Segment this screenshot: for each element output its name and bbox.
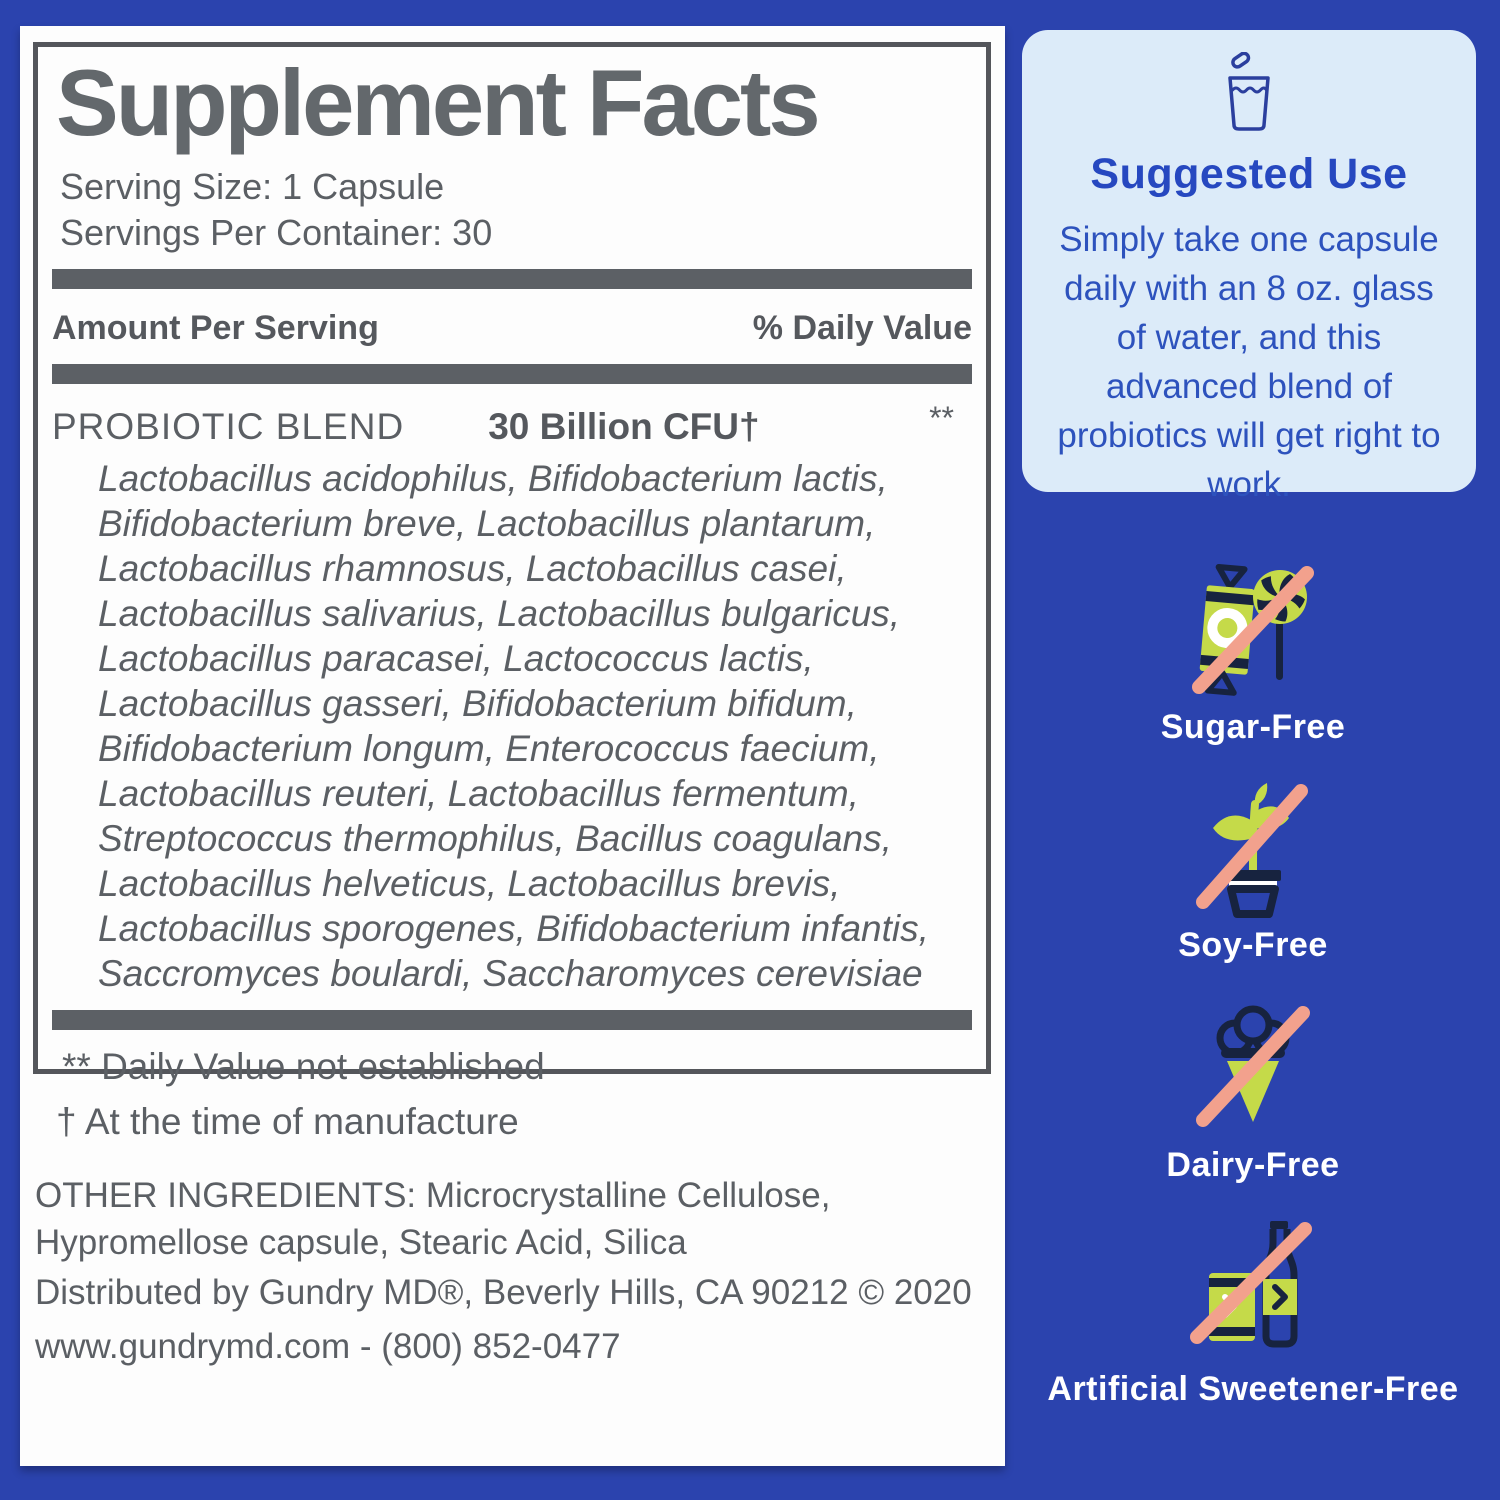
species-line: Lactobacillus gasseri, Bifidobacterium bifidum, xyxy=(98,682,857,724)
badge-label: Dairy-Free xyxy=(1166,1146,1340,1184)
manufacture-footnote: † At the time of manufacture xyxy=(56,1101,519,1142)
suggested-use-body: Simply take one capsule daily with an 8 oz. glass of water, and this advanced blend of probiotics will get right to work. xyxy=(1057,220,1441,504)
supplement-facts-title: Supplement Facts xyxy=(56,50,818,155)
badge-label: Artificial Sweetener-Free xyxy=(1047,1370,1459,1408)
species-line: Bifidobacterium longum, Enterococcus faecium, xyxy=(98,727,880,769)
distributor-line: Distributed by Gundry MD®, Beverly Hills, CA 90212 © 2020 xyxy=(35,1273,972,1312)
other-ingredients-line2: Hypromellose capsule, Stearic Acid, Silica xyxy=(35,1223,687,1262)
serving-size-line: Serving Size: 1 Capsule xyxy=(60,165,445,207)
divider-bar xyxy=(52,364,972,384)
no-soda-icon xyxy=(1173,1212,1333,1362)
daily-value-header: % Daily Value xyxy=(752,308,972,347)
supplement-facts-panel xyxy=(20,26,1005,1466)
badge-label: Sugar-Free xyxy=(1160,708,1346,746)
suggested-use-card xyxy=(1022,30,1476,504)
species-line: Lactobacillus paracasei, Lactococcus lactis, xyxy=(98,637,814,679)
contact-line: www.gundrymd.com - (800) 852-0477 xyxy=(35,1327,621,1366)
glass-of-water-with-capsule-icon xyxy=(1203,52,1295,144)
badge-soy-free xyxy=(1023,778,1483,965)
badge-artificial-sweetener-free xyxy=(1023,1212,1483,1409)
other-ingredients xyxy=(35,1172,830,1266)
suggested-use-title: Suggested Use xyxy=(1090,150,1408,198)
badge-dairy-free xyxy=(1023,998,1483,1185)
divider-bar xyxy=(52,1010,972,1030)
supplement-facts-box xyxy=(33,42,991,1087)
blend-daily-value-mark: ** xyxy=(929,399,954,436)
species-line: Saccromyces boulardi, Saccharomyces cerevisiae xyxy=(98,952,923,994)
species-line: Lactobacillus acidophilus, Bifidobacterium lactis, xyxy=(98,457,888,499)
servings-per-container-line: Servings Per Container: 30 xyxy=(60,211,493,253)
probiotic-blend-row xyxy=(52,399,972,448)
species-line: Bifidobacterium breve, Lactobacillus plantarum, xyxy=(98,502,876,544)
no-soy-plant-icon xyxy=(1178,778,1328,918)
species-line: Lactobacillus sporogenes, Bifidobacterium infantis, xyxy=(98,907,929,949)
blend-name: PROBIOTIC BLEND xyxy=(52,405,405,447)
badge-sugar-free xyxy=(1023,560,1483,747)
species-line: Streptococcus thermophilus, Bacillus coagulans, xyxy=(98,817,892,859)
divider-bar xyxy=(52,269,972,289)
species-list xyxy=(98,456,974,996)
badge-label: Soy-Free xyxy=(1178,926,1328,964)
species-line: Lactobacillus rhamnosus, Lactobacillus casei, xyxy=(98,547,847,589)
daily-value-footnote: ** Daily Value not established xyxy=(62,1045,545,1087)
other-ingredients-line1: OTHER INGREDIENTS: Microcrystalline Cellulose, xyxy=(35,1176,831,1215)
blend-amount: 30 Billion CFU† xyxy=(488,405,760,447)
species-line: Lactobacillus reuteri, Lactobacillus fermentum, xyxy=(98,772,859,814)
no-ice-cream-icon xyxy=(1178,998,1328,1138)
species-line: Lactobacillus helveticus, Lactobacillus brevis, xyxy=(98,862,841,904)
amount-per-serving-header: Amount Per Serving xyxy=(52,308,379,347)
no-candy-icon xyxy=(1178,560,1328,700)
species-line: Lactobacillus salivarius, Lactobacillus bulgaricus, xyxy=(98,592,901,634)
table-header-row xyxy=(52,309,972,348)
